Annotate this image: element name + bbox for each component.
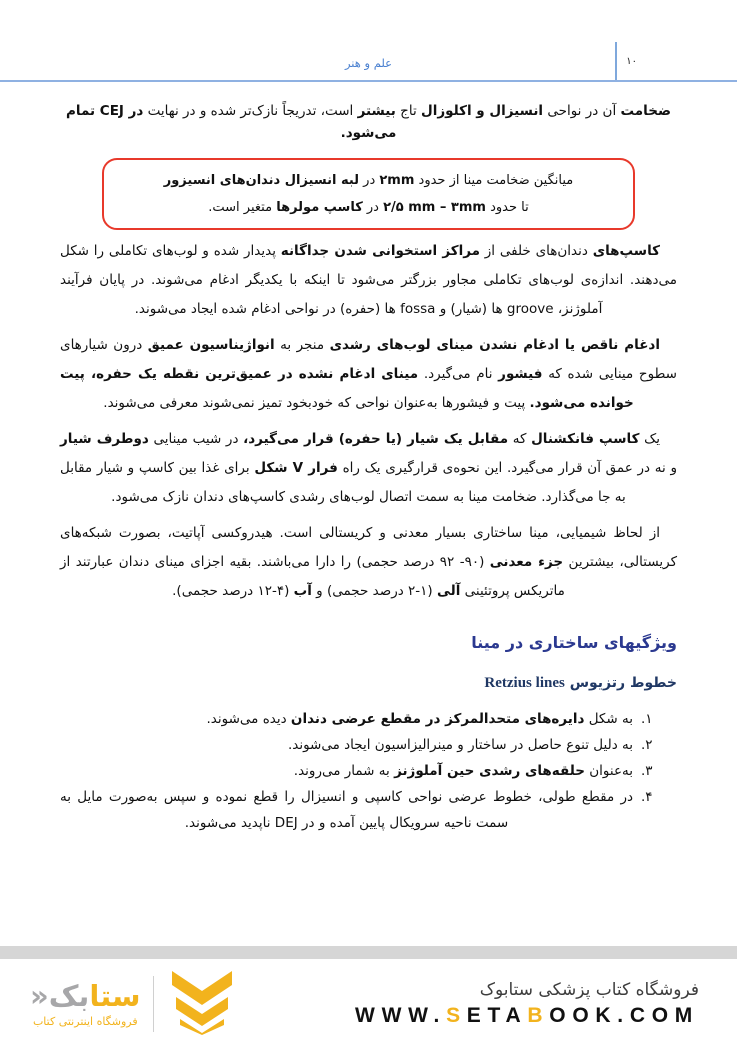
store-title: فروشگاه کتاب پزشکی ستابوک [479, 980, 699, 1000]
setabook-brand [30, 969, 238, 1039]
section-title-structural-features: ویژگیهای ساختاری در مینا [471, 632, 677, 652]
item-number: ۳. [641, 762, 653, 779]
thickness-value-2mm: ۲mm [379, 172, 415, 188]
note-line-2: تا حدود ۲/۵ mm – ۳mm در کاسپ مولرها متغیر است. [208, 199, 529, 215]
organic-percent-range: ۲-۱ [408, 582, 428, 599]
retzius-list [60, 706, 677, 836]
item-number: ۴. [641, 788, 653, 805]
retzius-latin-label: Retzius lines [484, 674, 565, 691]
wordmark-arrow-icon: « [30, 978, 49, 1013]
list-item-3: ۳. به‌عنوان حلقه‌های رشدی حین آملوژنز به شمار می‌روند. [60, 758, 667, 784]
setabook-wordmark: ستابک« [30, 978, 141, 1013]
enamel-thickness-note-box [102, 158, 635, 230]
paragraph-functional-cusp: یک کاسپ فانکشنال که مقابل یک شیار (یا حفره) قرار می‌گیرد، در شیب مینایی دوطرف شیار و نه در عمق آن قرار می‌گیرد. این نحوه‌ی قرارگیری یک راه فرار V شکل برای غذا بین کاسپ و شیار مقابل به جا می‌گذارد. ضخامت مینا به سمت اتصال لوب‌های رشدی کاسپ‌های دندان نازک می‌شود. [60, 430, 677, 505]
store-tagline: فروشگاه اینترنتی کتاب [32, 1014, 138, 1028]
url-letter-b: B [527, 1004, 550, 1027]
note-line-1: میانگین ضخامت مینا از حدود ۲mm در لبه انسیزال دندان‌های انسیزور [163, 172, 574, 188]
list-item-2: ۲. به دلیل تنوع حاصل در ساختار و مینرالیزاسیون ایجاد می‌شوند. [60, 732, 667, 758]
thickness-range-value: ۲/۵ mm – ۳mm [383, 199, 486, 215]
footer-row [0, 959, 737, 1039]
footer [0, 946, 737, 1042]
page-number: ۱۰ [626, 56, 637, 67]
store-text-block [355, 980, 699, 1028]
water-percent-range: ۱۲-۴ [257, 582, 285, 599]
chevron-logo-icon [166, 969, 238, 1039]
item-number: ۲. [641, 736, 653, 753]
url-letter-s: S [446, 1004, 467, 1027]
footer-divider-strip [0, 946, 737, 959]
subsection-title-retzius-lines: خطوط رتزیوس Retzius lines [484, 674, 677, 691]
item-number: ۱. [641, 710, 653, 727]
wordmark-column [30, 978, 141, 1028]
store-url: WWW.SETABOOK.COM [355, 1004, 699, 1027]
paragraph-cusps: کاسپ‌های دندان‌های خلفی از مراکز استخوانی شدن جداگانه پدیدار شده و لوب‌های تکاملی را شکل می‌دهند. اندازه‌ی لوب‌های تکاملی مجاور بزرگتر می‌شود تا اینکه با یکدیگر ادغام می‌شوند. در پایان فرآیند آملوژنز، groove ها (شیار) و fossa ها (حفره) در نواحی ادغام شده ایجاد می‌شوند. [60, 242, 677, 317]
intro-paragraph: ضخامت آن در نواحی انسیزال و اکلوزال تاج بیشتر است، تدریجاً نازک‌تر شده و در نهایت در CEJ تمام می‌شود. [65, 103, 672, 141]
footer-vertical-divider [153, 976, 154, 1032]
mineral-percent-range: ۹۲ -۹۰ [439, 553, 480, 570]
page-content [60, 84, 677, 836]
page-header [0, 40, 737, 81]
paragraph-fissure: ادغام ناقص یا ادغام نشدن مینای لوب‌های رشدی منجر به انواژیناسیون عمیق درون شیارهای سطوح مینایی شده که فیشور نام می‌گیرد. مینای ادغام نشده در عمیق‌ترین نقطه یک حفره، پیت خوانده می‌شود. پیت و فیشورها به‌عنوان نواحی که خودبخود تمیز نمی‌شوند معرفی می‌شوند. [60, 336, 677, 411]
journal-title: علم و هنر [344, 56, 393, 70]
paragraph-chemical-composition: از لحاظ شیمیایی، مینا ساختاری بسیار معدنی و کریستالی است. هیدروکسی آپاتیت، بصورت شبکه‌های کریستالی، بیشترین جزء معدنی (۹۲ -۹۰ درصد حجمی) را دارا می‌باشند. بقیه اجزای مینای دندان عبارتند از ماتریکس پروتئینی آلی (۲-۱ درصد حجمی) و آب (۱۲-۴ درصد حجمی). [60, 524, 677, 599]
list-item-4: ۴. در مقطع طولی، خطوط عرضی نواحی کاسپی و انسیزال را قطع نموده و سپس به‌صورت مایل به سمت ناحیه سرویکال پایین آمده و در DEJ ناپدید می‌شوند. [60, 784, 667, 836]
header-rule [0, 80, 737, 82]
list-item-1: ۱. به شکل دایره‌های متحدالمرکز در مقطع عرضی دندان دیده می‌شوند. [60, 706, 667, 732]
